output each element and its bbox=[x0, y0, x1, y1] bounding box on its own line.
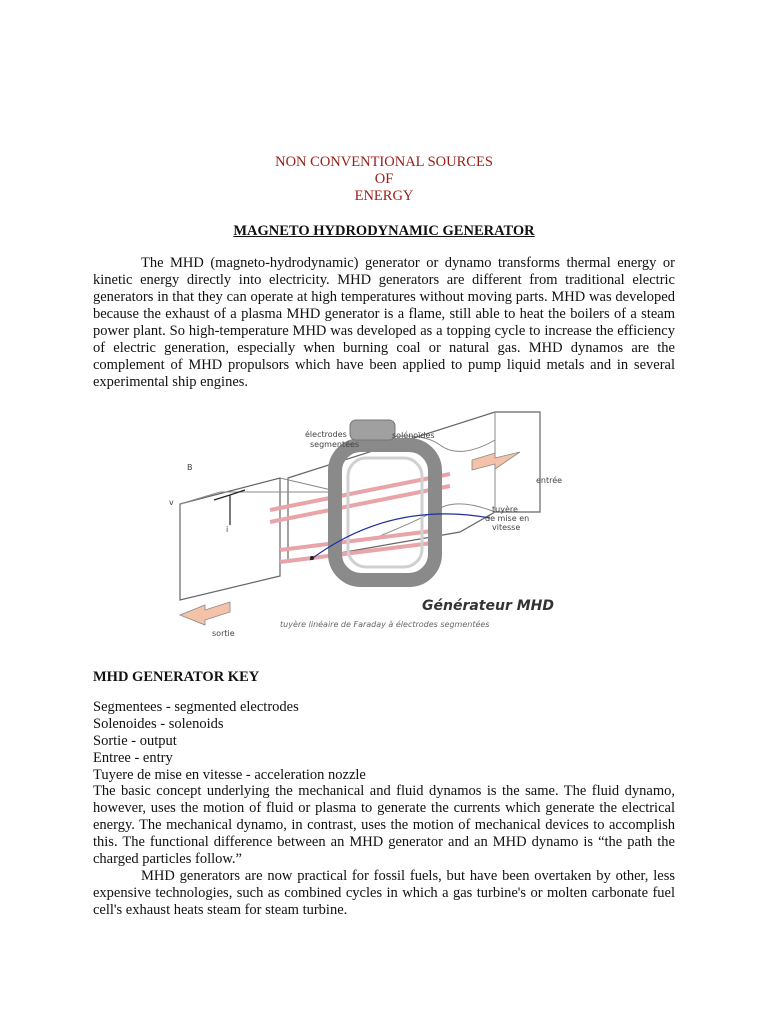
label-electrodes-line1: électrodes bbox=[305, 430, 347, 439]
figure-subtitle: tuyère linéaire de Faraday à électrodes segmentées bbox=[280, 620, 490, 629]
figure-title: Générateur MHD bbox=[422, 598, 555, 614]
key-item: Segmentees - segmented electrodes bbox=[93, 699, 299, 715]
output-arrow-icon bbox=[180, 602, 230, 625]
key-item: Entree - entry bbox=[93, 750, 173, 766]
label-i: i bbox=[226, 525, 229, 534]
solenoid-ring-back bbox=[350, 420, 395, 440]
mhd-diagram bbox=[160, 400, 600, 640]
key-item: Solenoides - solenoids bbox=[93, 716, 224, 732]
section-title-text: MAGNETO HYDRODYNAMIC GENERATOR bbox=[233, 223, 535, 239]
mhd-generator-figure bbox=[160, 400, 600, 640]
label-nozzle-line2: de mise en bbox=[485, 514, 530, 523]
particle-dot bbox=[310, 556, 314, 560]
label-entry: entrée bbox=[536, 476, 563, 485]
paragraph-concept: The basic concept underlying the mechanical and fluid dynamos is the same. The fluid dynamo, however, uses the motion of fluid or plasma to generate the currents which generate the electrical energy. The mechanical dynamo, in contrast, uses the motion of mechanical devices to accomplish this. The functional difference between an MHD generator and an MHD dynamo is “the path the charged particles follow.” bbox=[93, 783, 675, 867]
key-heading: MHD GENERATOR KEY bbox=[93, 669, 260, 685]
key-item: Sortie - output bbox=[93, 733, 177, 749]
document-header bbox=[0, 154, 768, 205]
label-b: B bbox=[187, 463, 193, 472]
label-nozzle-line3: vitesse bbox=[492, 523, 521, 532]
paragraph-practical: MHD generators are now practical for fossil fuels, but have been overtaken by other, less expensive technologies, such as combined cycles in which a gas turbine's or molten carbonate fuel cell's exhaust heats steam for steam turbine. bbox=[93, 868, 675, 918]
header-line-2: OF bbox=[374, 171, 394, 187]
header-line-1: NON CONVENTIONAL SOURCES bbox=[275, 154, 493, 170]
label-electrodes-line2: segmentées bbox=[310, 440, 360, 449]
key-item: Tuyere de mise en vitesse - acceleration nozzle bbox=[93, 767, 366, 783]
label-v: v bbox=[169, 498, 174, 507]
paragraph-intro: The MHD (magneto-hydrodynamic) generator or dynamo transforms thermal energy or kinetic energy directly into electricity. MHD generators are different from traditional electric generators in that they can operate at high temperatures without moving parts. MHD was developed because the exhaust of a plasma MHD generator is a flame, still able to heat the boilers of a steam power plant. So high-temperature MHD was developed as a topping cycle to increase the efficiency of electric generation, especially when burning coal or natural gas. MHD dynamos are the complement of MHD propulsors which have been applied to pump liquid metals and in several experimental ship engines. bbox=[93, 255, 675, 390]
label-nozzle-line1: tuyère bbox=[492, 505, 518, 514]
section-title bbox=[0, 223, 768, 240]
label-solenoids: solénoïdes bbox=[392, 431, 435, 440]
key-list bbox=[93, 699, 366, 784]
header-line-3: ENERGY bbox=[354, 188, 414, 204]
label-output: sortie bbox=[212, 629, 235, 638]
